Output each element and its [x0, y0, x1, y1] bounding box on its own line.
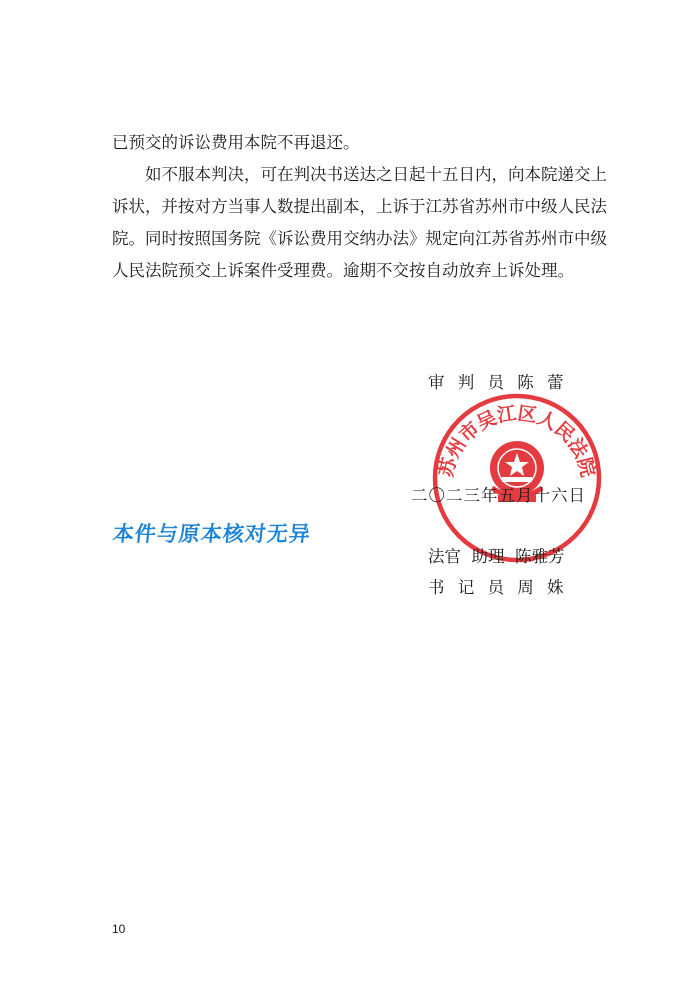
judgment-date: 二〇二三年五月十六日 — [411, 486, 586, 505]
seal-text: 苏州市吴江区人民法院 — [435, 402, 599, 480]
judge-signature: 审 判 员 陈 蕾 — [428, 373, 568, 392]
copy-verification-stamp: 本件与原本核对无异 — [111, 522, 313, 546]
page-number: 10 — [112, 922, 126, 936]
assistant-judge-signature: 法官 助理 陈雅芳 — [428, 547, 565, 566]
court-seal — [432, 393, 602, 563]
clerk-signature: 书 记 员 周 姝 — [428, 578, 568, 597]
refund-note: 已预交的诉讼费用本院不再退还。 — [112, 133, 360, 152]
appeal-paragraph: 如不服本判决，可在判决书送达之日起十五日内，向本院递交上诉状，并按对方当事人数提出副本，上诉于江苏省苏州市中级人民法院。同时按照国务院《诉讼费用交纳办法》规定向江苏省苏州市中级人民法院预交上诉案件受理费。逾期不交按自动放弃上诉处理。 — [112, 165, 607, 280]
judgment-body — [112, 127, 622, 287]
